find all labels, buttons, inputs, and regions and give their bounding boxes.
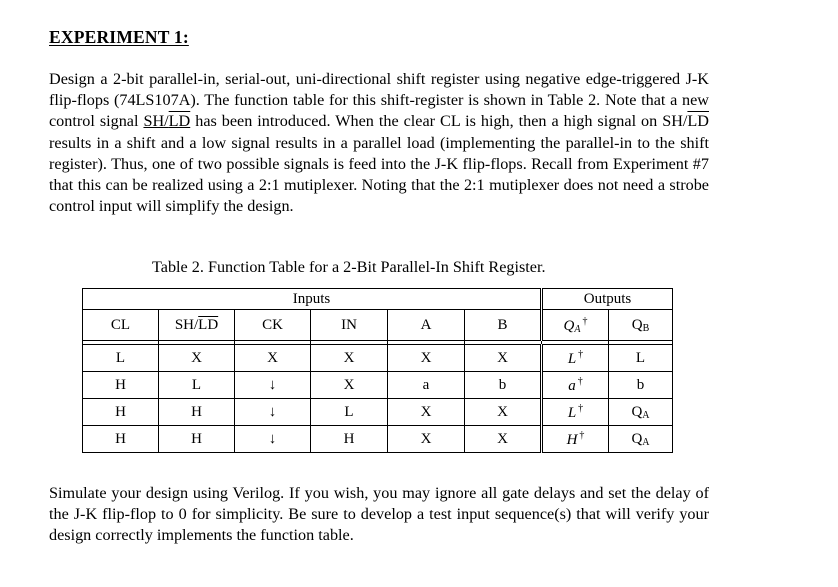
column-header-row (83, 310, 673, 341)
table-row (83, 399, 673, 426)
cell-sh-ld: L (159, 372, 235, 399)
header-qa: $Q_A^\dagger$ (542, 310, 609, 341)
cell-ck (235, 426, 311, 453)
cell-a: a (388, 372, 465, 399)
function-table (82, 288, 673, 453)
experiment-heading: EXPERIMENT 1: (49, 27, 189, 47)
cell-b: X (465, 426, 542, 453)
cell-a: X (388, 426, 465, 453)
table-caption: Table 2. Function Table for a 2-Bit Parallel-In Shift Register. (152, 258, 546, 276)
cell-qb: L (609, 345, 673, 372)
cell-qa: L † (542, 345, 609, 372)
cell-qa: L † (542, 399, 609, 426)
header-a: A (388, 310, 465, 341)
cell-b: b (465, 372, 542, 399)
intro-text-2: has been introduced. When the clear CL is high, then a high signal on (190, 112, 663, 131)
outputs-group-header: Outputs (542, 289, 673, 310)
header-ck: CK (235, 310, 311, 341)
cell-cl: H (83, 426, 159, 453)
signal-sh-ld-2: $SH/\overline{LD}$ (662, 112, 709, 131)
header-qb: $Q_B$ (609, 310, 673, 341)
cell-qa: a † (542, 372, 609, 399)
falling-edge-arrow-icon: ↓ (268, 403, 277, 420)
cell-qb: $Q_A$ (609, 399, 673, 426)
cell-ck (235, 372, 311, 399)
cell-cl: L (83, 345, 159, 372)
cell-qb: $Q_A$ (609, 426, 673, 453)
cell-sh-ld: H (159, 399, 235, 426)
header-sh-ld: $SH/\overline{LD}$ (159, 310, 235, 341)
table-row (83, 372, 673, 399)
intro-text-1: Design a 2-bit parallel-in, serial-out, uni-directional shift register using negative edge-triggered J-K flip-flops (74LS107A). The function table for this shift-register is shown in Table 2. Note that a new control signal (49, 70, 709, 131)
closing-paragraph: Simulate your design using Verilog. If you wish, you may ignore all gate delays and set the delay of the J-K flip-flop to 0 for simplicity. Be sure to develop a test input sequence(s) that will verify your design correctly implements the function table. (49, 484, 709, 545)
header-b: B (465, 310, 542, 341)
cell-in: L (311, 399, 388, 426)
cell-in: X (311, 345, 388, 372)
cell-b: X (465, 345, 542, 372)
cell-cl: H (83, 372, 159, 399)
intro-paragraph (49, 69, 709, 217)
table-row (83, 426, 673, 453)
cell-ck: X (235, 345, 311, 372)
header-in: IN (311, 310, 388, 341)
cell-sh-ld: H (159, 426, 235, 453)
cell-ck (235, 399, 311, 426)
falling-edge-arrow-icon: ↓ (268, 430, 277, 447)
cell-a: X (388, 345, 465, 372)
table-row (83, 345, 673, 372)
header-cl: CL (83, 310, 159, 341)
cell-a: X (388, 399, 465, 426)
intro-text-3: results in a shift and a low signal results in a parallel load (implementing the parallel-in to the shift register). Thus, one of two possible signals is feed into the J-K flip-flops. Recall from Experiment #7 that this can be realized using a 2:1 mutiplexer. Noting that the 2:1 mutiplexer does not need a strobe control input will simplify the design. (49, 133, 709, 216)
inputs-group-header: Inputs (83, 289, 542, 310)
falling-edge-arrow-icon: ↓ (268, 376, 277, 393)
cell-qa: H † (542, 426, 609, 453)
signal-sh-ld-1: SH/LD (143, 112, 191, 131)
cell-qb: b (609, 372, 673, 399)
cell-in: H (311, 426, 388, 453)
cell-sh-ld: X (159, 345, 235, 372)
cell-in: X (311, 372, 388, 399)
cell-cl: H (83, 399, 159, 426)
cell-b: X (465, 399, 542, 426)
